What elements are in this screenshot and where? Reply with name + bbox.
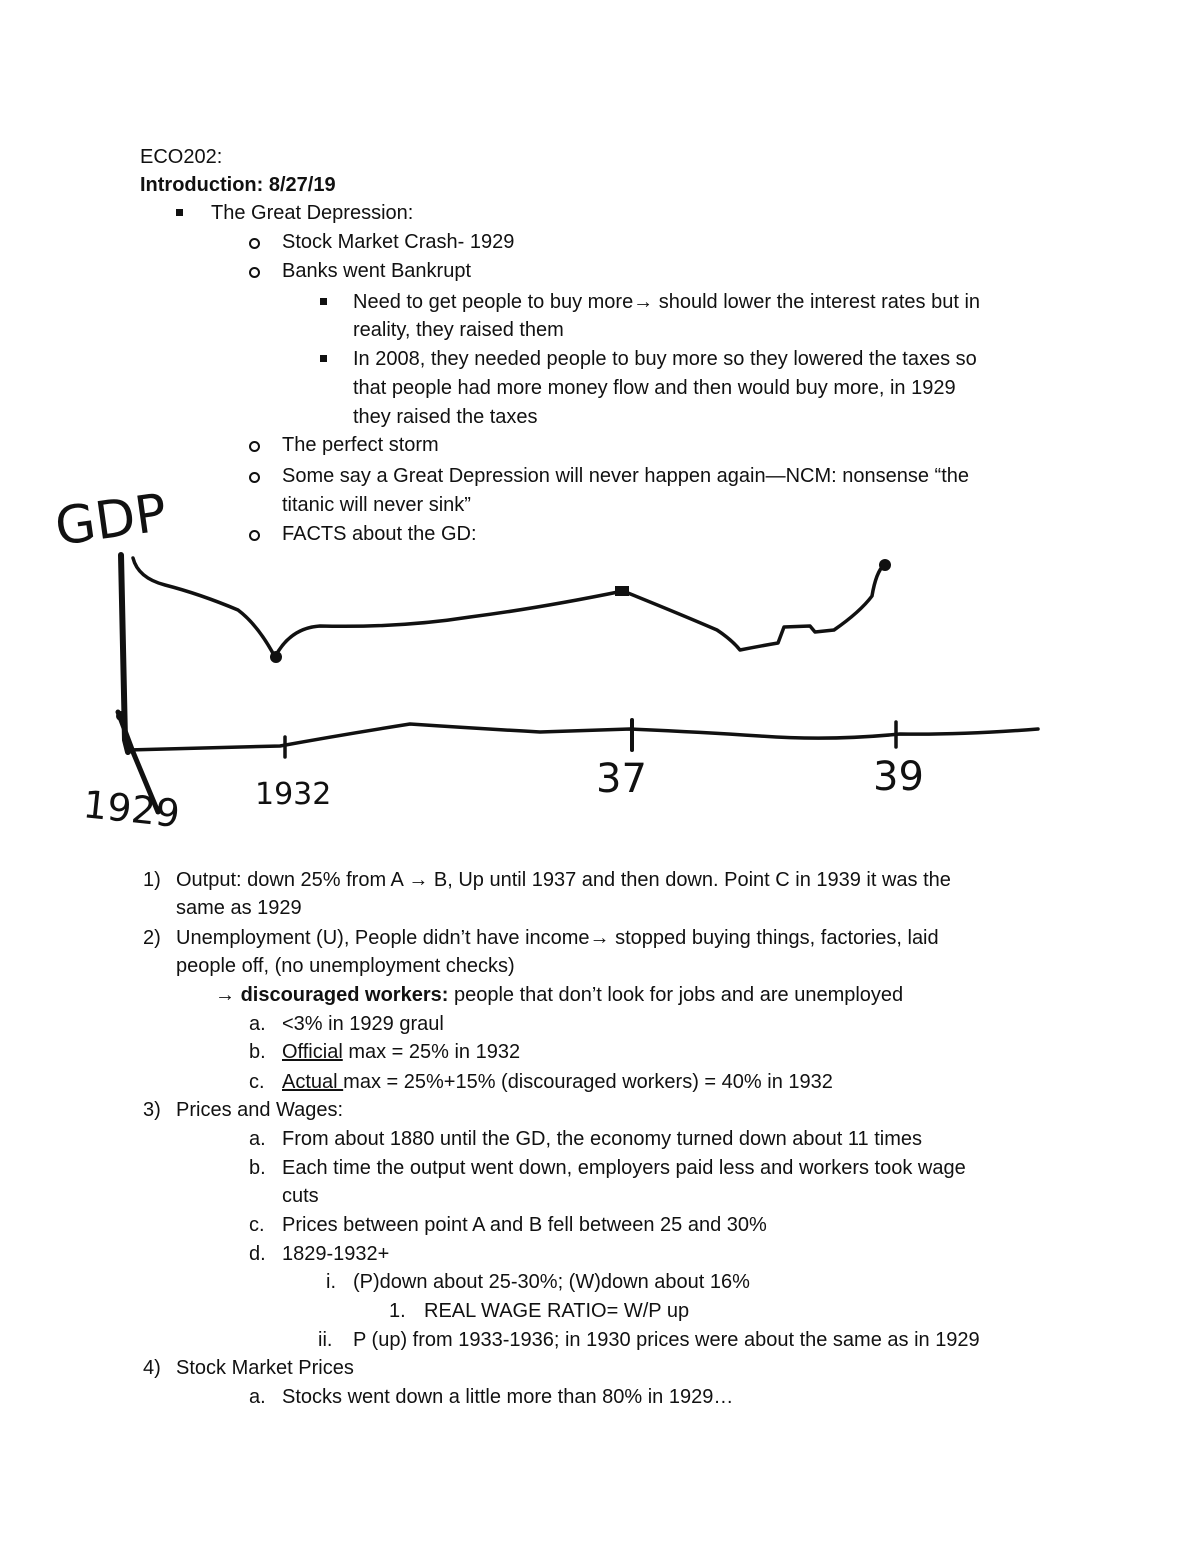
course-code: ECO202: bbox=[140, 146, 223, 168]
fact-2b-text bbox=[282, 1038, 520, 1066]
fact-1-number: 1) bbox=[143, 869, 161, 891]
fact-2b-marker: b. bbox=[249, 1041, 266, 1063]
fact-2-number: 2) bbox=[143, 927, 161, 949]
fact-2a-text: <3% in 1929 graul bbox=[282, 1013, 444, 1035]
fact-3c-marker: c. bbox=[249, 1214, 265, 1236]
arrow-glyph: → bbox=[215, 984, 235, 1006]
fact-3d-i-marker: i. bbox=[326, 1271, 336, 1293]
outline-banks-point-b-line3: they raised the taxes bbox=[353, 406, 538, 428]
fact-2a-marker: a. bbox=[249, 1013, 266, 1035]
fact-3a-marker: a. bbox=[249, 1128, 266, 1150]
fact-3d-i-1-text: REAL WAGE RATIO= W/P up bbox=[424, 1300, 690, 1322]
discouraged-workers-line bbox=[215, 981, 903, 1009]
fact-3d-ii-marker: ii. bbox=[318, 1329, 333, 1351]
fact-1-line1: Output: down 25% from A → B, Up until 1937 and then down. Point C in 1939 it was the bbox=[176, 869, 951, 891]
fact-3d-i-text: (P)down about 25-30%; (W)down about 16% bbox=[353, 1271, 750, 1293]
fact-3c-text: Prices between point A and B fell between 25 and 30% bbox=[282, 1214, 767, 1236]
fact-3b-line1: Each time the output went down, employers paid less and workers took wage bbox=[282, 1157, 966, 1179]
x-axis-line bbox=[128, 724, 1038, 750]
fact-3-title: Prices and Wages: bbox=[176, 1099, 344, 1121]
outline-never-again-line1: Some say a Great Depression will never happen again—NCM: nonsense “the bbox=[282, 465, 970, 487]
outline-banks-point-b-line1: In 2008, they needed people to buy more so they lowered the taxes so bbox=[353, 348, 977, 370]
fact-4a-text: Stocks went down a little more than 80% in 1929… bbox=[282, 1386, 734, 1408]
fact-3d-ii-text: P (up) from 1933-1936; in 1930 prices were about the same as in 1929 bbox=[353, 1329, 980, 1351]
fact-3d-i-1-marker: 1. bbox=[389, 1300, 406, 1322]
point-b-marker bbox=[270, 651, 282, 663]
fact-3a-text: From about 1880 until the GD, the economy turned down about 11 times bbox=[282, 1128, 922, 1150]
actual-value: max = 25%+15% (discouraged workers) = 40% in 1932 bbox=[343, 1071, 833, 1093]
discouraged-workers-term: discouraged workers: bbox=[240, 984, 449, 1006]
point-1937-marker bbox=[615, 586, 629, 596]
outline-never-again-line2: titanic will never sink” bbox=[282, 494, 471, 516]
topic-great-depression: The Great Depression: bbox=[211, 202, 414, 224]
fact-4a-marker: a. bbox=[249, 1386, 266, 1408]
x-label-39: 39 bbox=[873, 754, 924, 800]
actual-label: Actual bbox=[282, 1071, 344, 1093]
fact-3-number: 3) bbox=[143, 1099, 161, 1121]
fact-2-line2: people off, (no unemployment checks) bbox=[176, 955, 515, 977]
official-label: Official bbox=[282, 1041, 343, 1063]
x-label-1932: 1932 bbox=[255, 777, 332, 812]
outline-facts: FACTS about the GD: bbox=[282, 523, 477, 545]
point-a-marker bbox=[116, 711, 126, 721]
official-value: max = 25% in 1932 bbox=[342, 1041, 521, 1063]
discouraged-workers-definition: people that don’t look for jobs and are unemployed bbox=[448, 984, 904, 1006]
fact-4-number: 4) bbox=[143, 1357, 161, 1379]
fact-3d-marker: d. bbox=[249, 1243, 266, 1265]
fact-2-line1: Unemployment (U), People didn’t have income→ stopped buying things, factories, laid bbox=[176, 927, 939, 949]
outline-banks: Banks went Bankrupt bbox=[282, 260, 471, 282]
outline-perfect-storm: The perfect storm bbox=[282, 434, 439, 456]
x-label-1929: 1929 bbox=[81, 782, 182, 837]
fact-3d-text: 1829-1932+ bbox=[282, 1243, 390, 1265]
point-c-marker bbox=[879, 559, 891, 571]
lecture-title: Introduction: 8/27/19 bbox=[140, 174, 336, 196]
outline-banks-point-b-line2: that people had more money flow and then would buy more, in 1929 bbox=[353, 377, 956, 399]
x-label-37: 37 bbox=[596, 756, 647, 802]
outline-banks-point-a-line2: reality, they raised them bbox=[353, 319, 564, 341]
fact-2c-marker: c. bbox=[249, 1071, 265, 1093]
fact-3b-marker: b. bbox=[249, 1157, 266, 1179]
fact-3b-line2: cuts bbox=[282, 1185, 319, 1207]
gdp-axis-label: GDP bbox=[51, 482, 171, 558]
fact-4-title: Stock Market Prices bbox=[176, 1357, 354, 1379]
fact-2c-text bbox=[282, 1068, 833, 1096]
outline-banks-point-a-line1: Need to get people to buy more→ should lower the interest rates but in bbox=[353, 291, 981, 313]
gdp-curve bbox=[133, 558, 884, 657]
outline-stock-crash: Stock Market Crash- 1929 bbox=[282, 231, 515, 253]
fact-1-line2: same as 1929 bbox=[176, 897, 302, 919]
